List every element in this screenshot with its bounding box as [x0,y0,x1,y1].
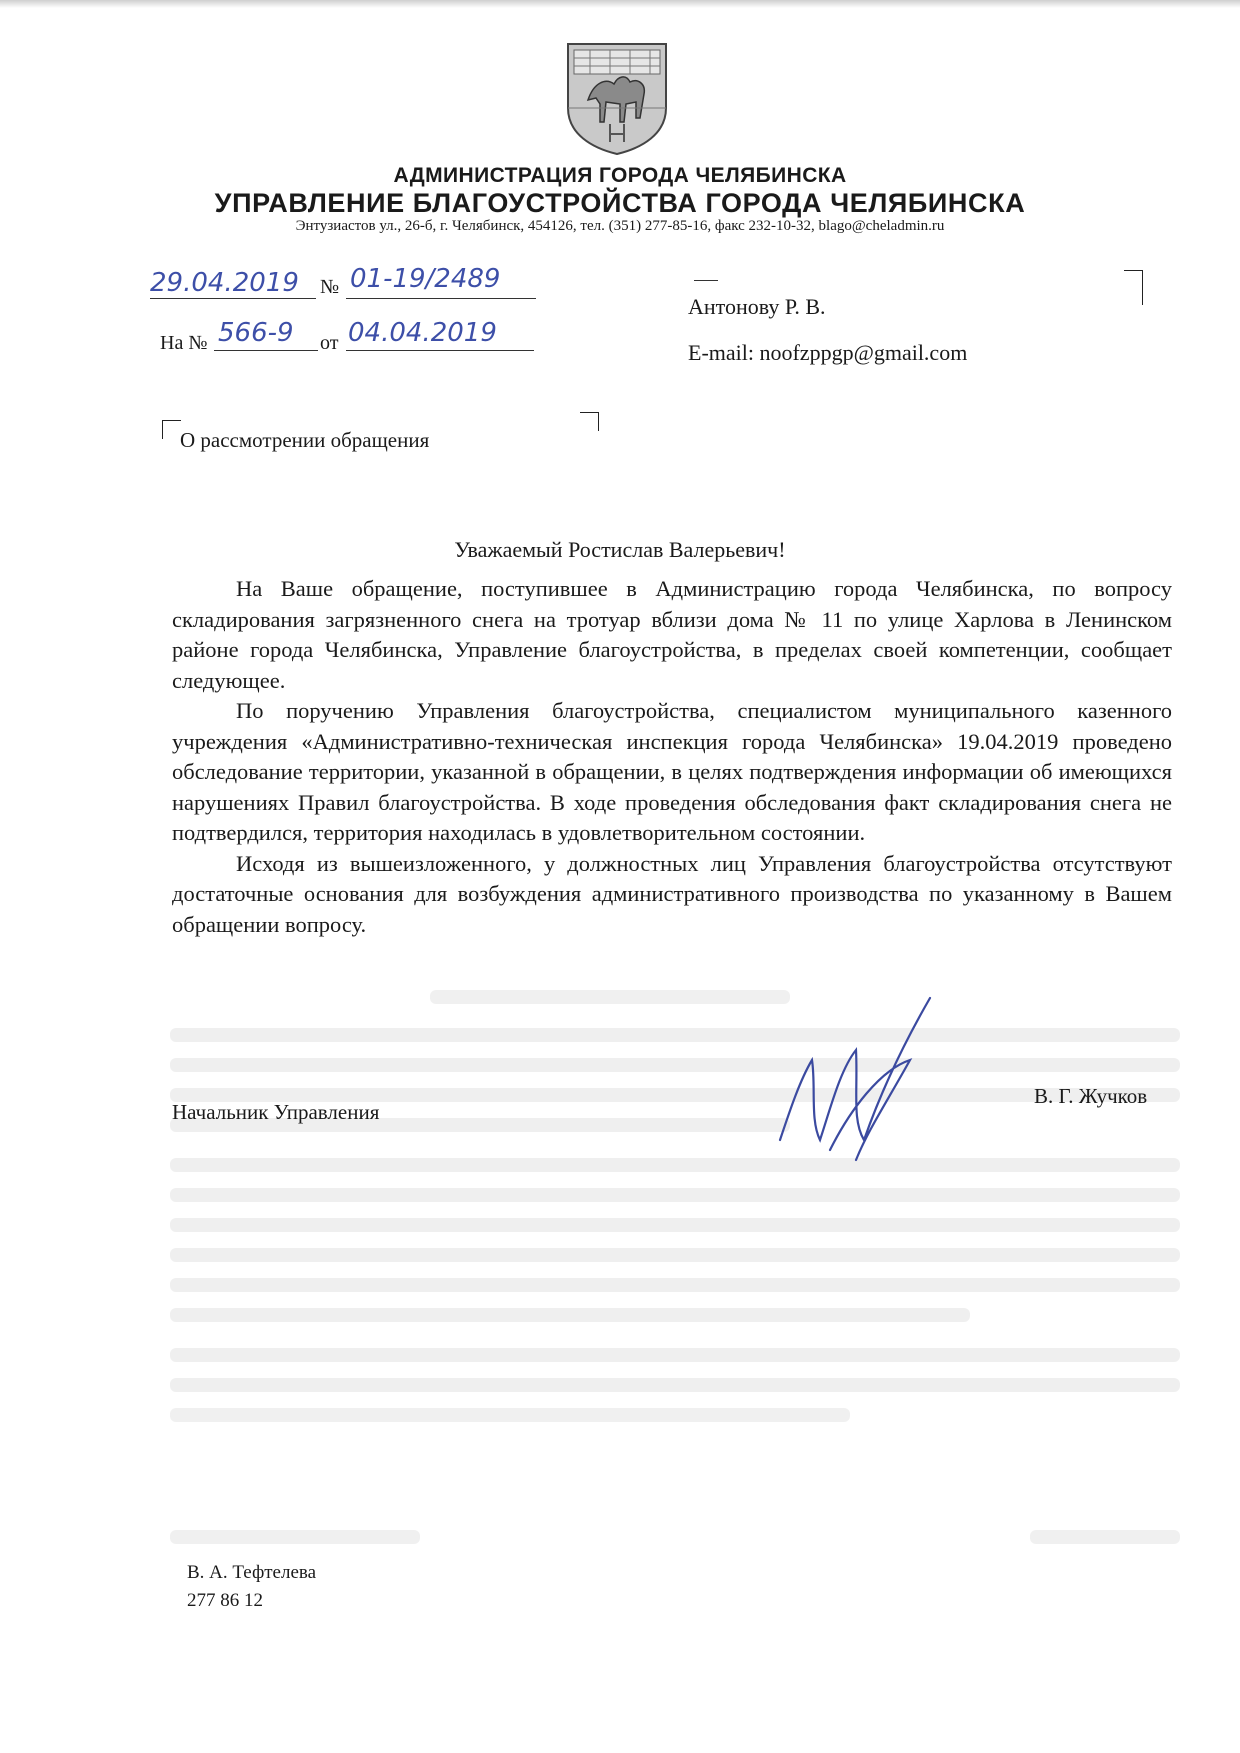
org-name-line2: УПРАВЛЕНИЕ БЛАГОУСТРОЙСТВА ГОРОДА ЧЕЛЯБИНСКА [214,188,1026,218]
executor-phone: 277 86 12 [187,1590,263,1611]
signatory-name: В. Г. Жучков [1034,1084,1148,1108]
body-paragraph-3: Исходя из вышеизложенного, у должностных лиц Управления благоустройства отсутствуют достаточные основания для возбуждения административного производства по указанному в Вашем обращении вопросу. [172,850,1172,937]
registration-date-underline [150,298,316,299]
reference-number: 566-9 [218,318,294,348]
reference-date: 04.04.2019 [348,318,497,348]
body-paragraph-1: На Ваше обращение, поступившее в Администрацию города Челябинска, по вопросу складирования загрязненного снега на тротуар вблизи дома № 11 по улице Харлова в Ленинском районе города Челябинска, Управление благоустройства, в пределах своей компетенции, сообщает следующее. [172,576,1172,693]
registration-number-label: № [320,276,340,298]
addressee-name: Антонову Р. В. [688,294,826,319]
city-emblem [560,38,674,156]
org-name-line1: АДМИНИСТРАЦИЯ ГОРОДА ЧЕЛЯБИНСКА [393,164,847,187]
addressee-corner-right [1124,270,1143,305]
reference-number-label: На № [160,332,208,354]
executor-name: В. А. Тефтелева [187,1562,317,1583]
addressee-mark [694,280,718,281]
registration-number-underline [346,298,536,299]
subject-corner-left [162,420,181,439]
subject-corner-right [580,412,599,431]
signatory-title: Начальник Управления [172,1100,380,1124]
salutation: Уважаемый Ростислав Валерьевич! [454,537,786,562]
subject-line: О рассмотрении обращения [180,428,430,452]
registration-number: 01-19/2489 [350,264,501,294]
bleed-through-artifact [170,990,1180,1550]
registration-date: 29.04.2019 [150,268,299,298]
org-contacts: Энтузиастов ул., 26-б, г. Челябинск, 454126, тел. (351) 277-85-16, факс 232-10-32, blago@cheladmin.ru [295,218,945,234]
scan-edge [0,0,1240,8]
body-paragraph-2: По поручению Управления благоустройства, специалистом муниципального казенного учреждения «Административно-техническая инспекция города Челябинска» 19.04.2019 проведено обследование территории, указанной в обращении, в целях подтверждения информации об имеющихся нарушениях Правил благоустройства. В ходе проведения обследования факт складирования снега не подтвердился, территория находилась в удовлетворительном состоянии. [172,698,1172,845]
letter-body [172,574,1172,940]
reference-date-underline [346,350,534,351]
addressee-email: E-mail: noofzppgp@gmail.com [688,340,968,365]
handwritten-signature [760,990,950,1170]
reference-number-underline [214,350,318,351]
reference-from-label: от [320,332,339,354]
